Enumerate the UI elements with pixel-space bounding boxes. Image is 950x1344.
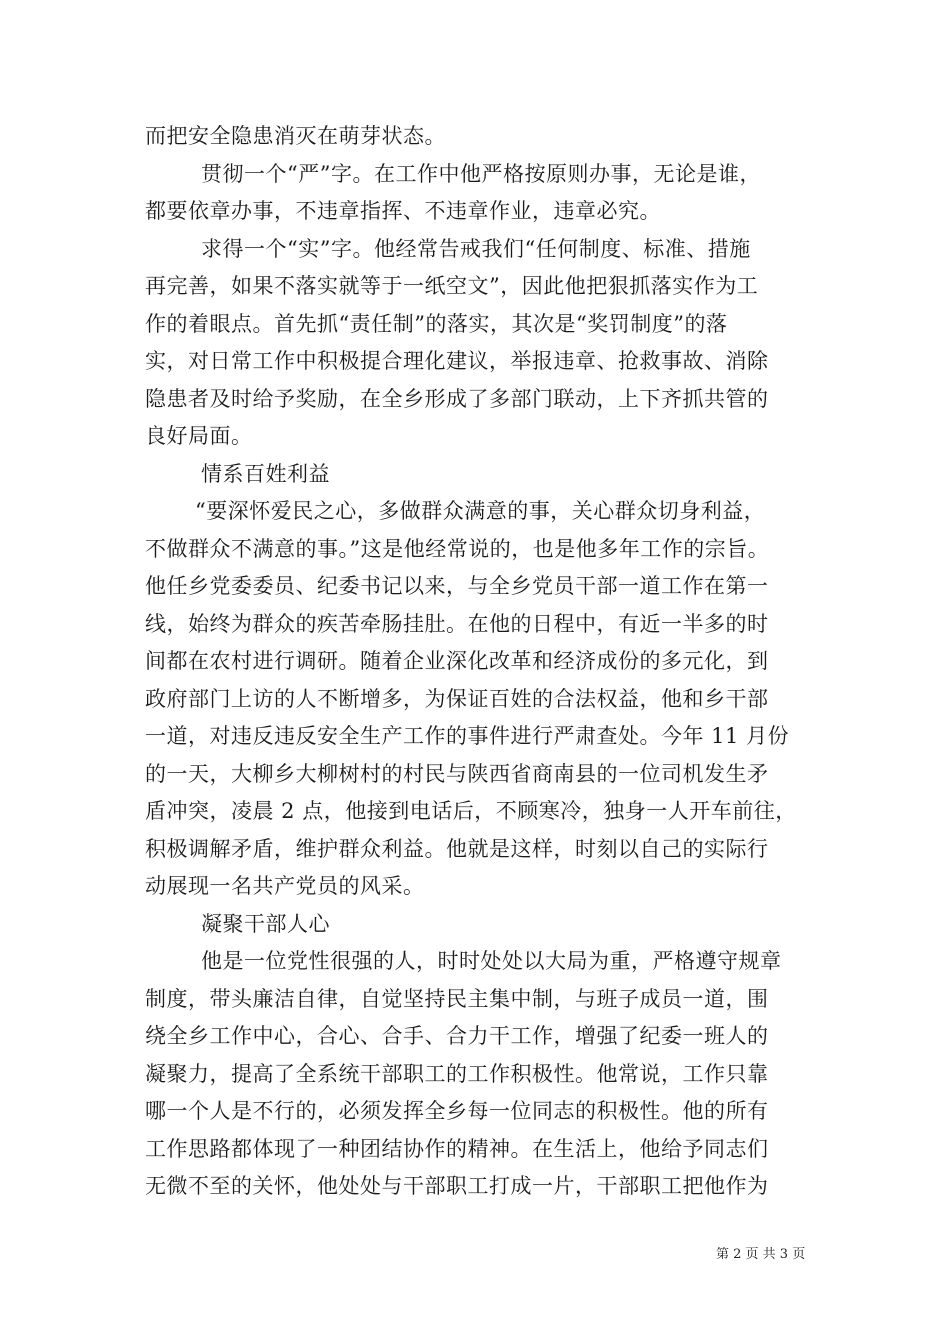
text-line: 的一天，大柳乡大柳树村的村民与陕西省商南县的一位司机发生矛 [145,761,769,786]
text-line: 间都在农村进行调研。随着企业深化改革和经济成份的多元化，到 [145,649,769,673]
text-line: 政府部门上访的人不断增多，为保证百姓的合法权益，他和乡干部 [145,686,769,711]
paragraph-start-line: 贯彻一个“严”字。在工作中他严格按原则办事，无论是谁， [201,161,761,186]
text-line: 绕全乡工作中心，合心、合手、合力干工作，增强了纪委一班人的 [145,1024,769,1048]
text-line: 不做群众不满意的事。”这是他经常说的，也是他多年工作的宗旨。 [145,536,770,561]
text-line: 再完善，如果不落实就等于一纸空文”，因此他把狠抓落实作为工 [145,274,759,298]
text-line: 盾冲突，凌晨 2 点，他接到电话后，不顾寒冷，独身一人开车前往， [145,799,797,823]
text-line: 动展现一名共产党员的风采。 [145,874,425,898]
section-heading: 凝聚干部人心 [201,911,330,936]
text-line: 工作思路都体现了一种团结协作的精神。在生活上，他给予同志们 [145,1136,769,1161]
text-line: 实，对日常工作中积极提合理化建议，举报违章、抢救事故、消除 [145,349,769,373]
text-line: 他任乡党委委员、纪委书记以来，与全乡党员干部一道工作在第一 [145,574,769,598]
text-line: 积极调解矛盾，维护群众利益。他就是这样，时刻以自己的实际行 [145,836,769,861]
paragraph-start-line: 他是一位党性很强的人，时时处处以大局为重，严格遵守规章 [201,949,782,973]
page-number: 第 2 页 共 3 页 [716,1247,806,1262]
text-line: 线，始终为群众的疾苦牵肠挂肚。在他的日程中，有近一半多的时 [145,611,769,636]
paragraph-start-line: “要深怀爱民之心，多做群众满意的事，关心群众切身利益， [195,499,766,523]
section-heading: 情系百姓利益 [201,461,330,486]
text-line: 哪一个人是不行的，必须发挥全乡每一位同志的积极性。他的所有 [145,1099,769,1123]
text-line: 凝聚力，提高了全系统干部职工的工作积极性。他常说，工作只靠 [145,1061,769,1086]
text-line: 一道，对违反违反安全生产工作的事件进行严肃查处。今年 11 月份 [145,724,790,748]
document-body [145,118,810,1206]
text-line: 隐患者及时给予奖励，在全乡形成了多部门联动，上下齐抓共管的 [145,386,769,411]
text-line: 制度，带头廉洁自律，自觉坚持民主集中制，与班子成员一道，围 [145,986,769,1011]
text-line: 作的着眼点。首先抓“责任制”的落实，其次是“奖罚制度”的落 [145,311,728,336]
text-line: 而把安全隐患消灭在萌芽状态。 [145,124,446,148]
text-line: 无微不至的关怀，他处处与干部职工打成一片，干部职工把他作为 [145,1174,769,1198]
paragraph-start-line: 求得一个“实”字。他经常告戒我们“任何制度、标准、措施 [201,236,751,261]
text-line: 良好局面。 [145,424,253,448]
text-line: 都要依章办事，不违章指挥、不违章作业，违章必究。 [145,199,661,223]
